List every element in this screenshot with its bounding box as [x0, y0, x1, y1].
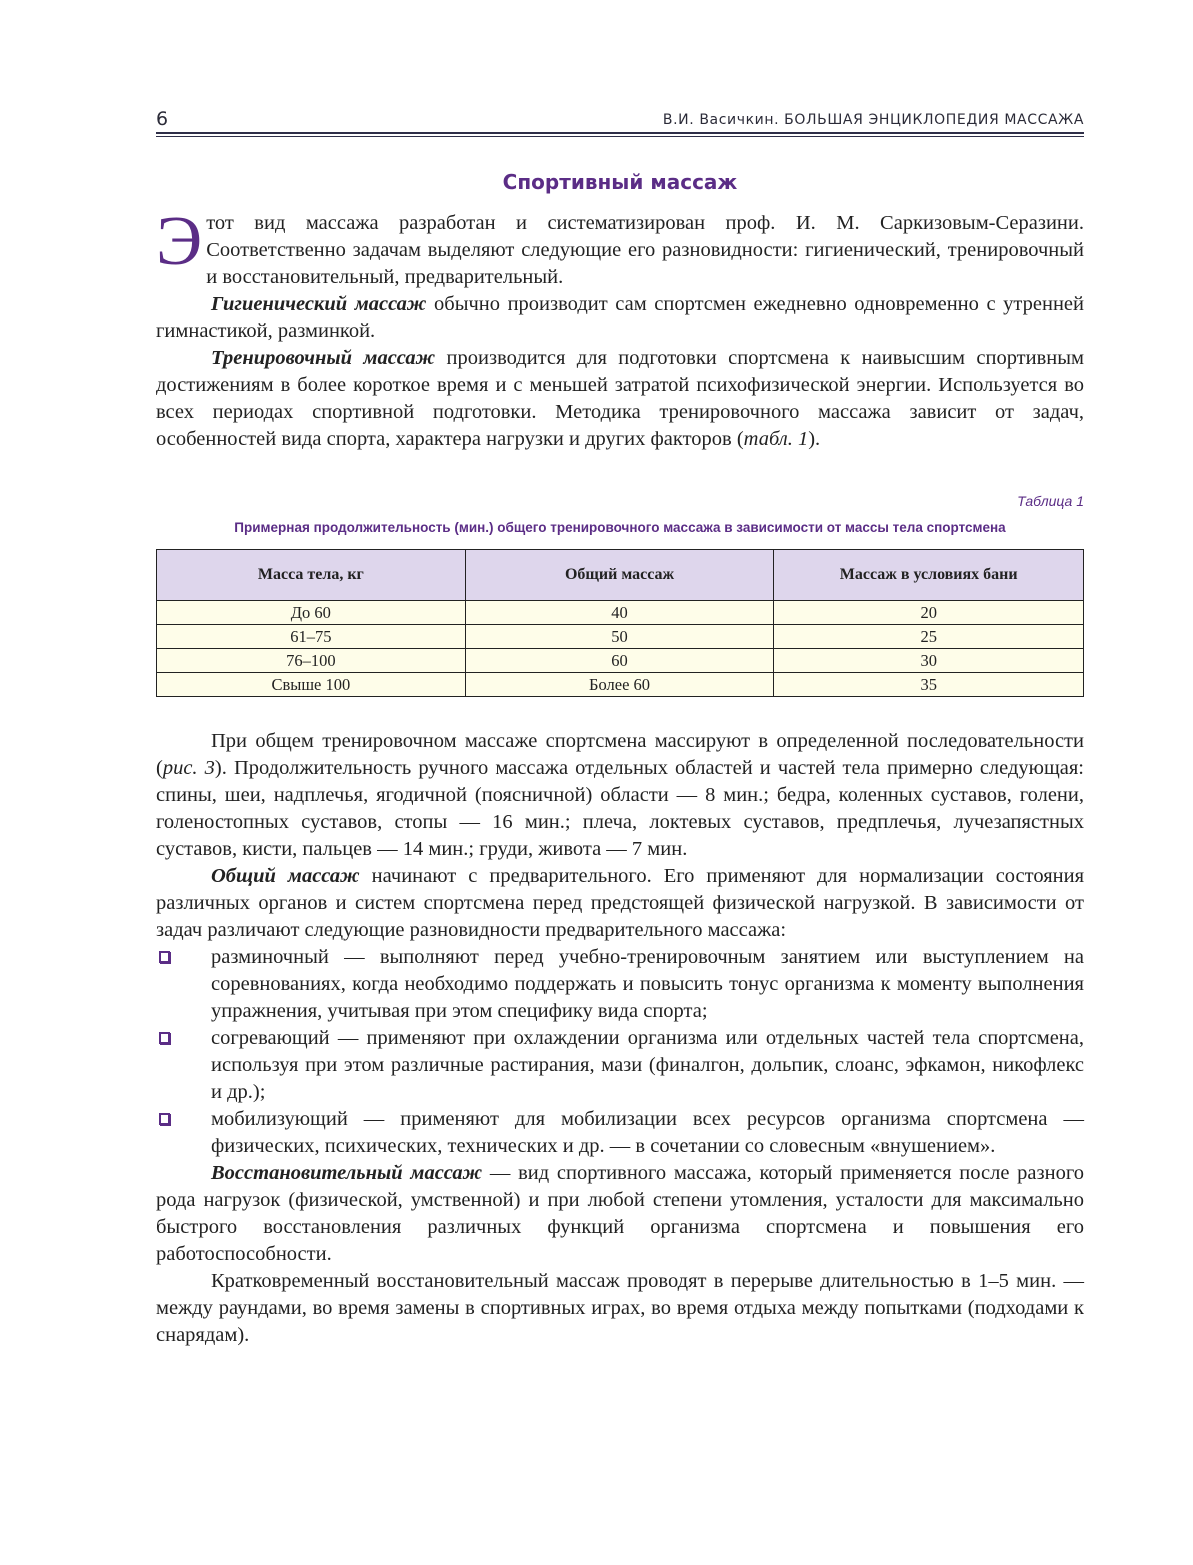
training-text: производится для подготовки спортсмена к наивысшим спортивным достижениям в более короткое время и с меньшей затратой психофизической энергии. Используется во всех периодах спортивной подготовки. Методика тренировочного массажа зависит от задач, особенностей вида спорта, характера нагрузки и других факторов ( [156, 347, 1084, 450]
cell-general: 60 [465, 649, 774, 673]
header-general-massage: Общий массаж [465, 550, 774, 601]
general-text: начинают с предварительного. Его применяют для нормализации состояния различных органов и систем спортсмена перед предстоящей физической нагрузкой. В зависимости от задач различают следующие разновидности предварительного массажа: [156, 865, 1084, 941]
intro-block [156, 203, 1084, 453]
cell-general: Более 60 [465, 673, 774, 697]
massage-duration-table [156, 549, 1084, 697]
cell-bath: 20 [774, 601, 1084, 625]
main-block [156, 728, 1084, 1349]
table-reference-link[interactable]: табл. 1 [743, 428, 809, 450]
preliminary-massage-list [156, 944, 1084, 1160]
header-rule-thin [156, 136, 1084, 137]
cell-general: 50 [465, 625, 774, 649]
training-tail: ). [808, 428, 821, 450]
table-header-row [157, 550, 1084, 601]
cell-mass: 61–75 [157, 625, 466, 649]
square-bullet-icon [159, 1032, 170, 1044]
intro-text: тот вид массажа разработан и систематизирован проф. И. М. Саркизовым-Серазини. Соответственно задачам выделяют следующие его разновидности: гигиенический, тренировочный и восстановительный, предварительный. [206, 212, 1084, 288]
running-title: В.И. Васичкин. БОЛЬШАЯ ЭНЦИКЛОПЕДИЯ МАССАЖА [662, 112, 1084, 128]
intro-paragraph [156, 203, 1084, 291]
list-item [156, 1025, 1084, 1106]
page-number: 6 [156, 108, 169, 130]
drop-cap: Э [156, 203, 203, 280]
list-item-text: мобилизующий — применяют для мобилизации всех ресурсов организма спортсмена — физических, психических, технических и др. — в сочетании со словесным «внушением». [211, 1108, 1084, 1157]
sequence-text: При общем тренировочном массаже спортсмена массируют в определенной последовательности ( [156, 730, 1084, 779]
short-recovery-text: Кратковременный восстановительный массаж проводят в перерыве длительностью в 1–5 мин. — между раундами, во время замены в спортивных играх, во время отдыха между попытками (подходами к снарядам). [156, 1270, 1084, 1346]
table-row [157, 649, 1084, 673]
hygienic-text: обычно производит сам спортсмен ежедневно одновременно с утренней гимнастикой, разминкой. [156, 293, 1084, 342]
general-paragraph [156, 863, 1084, 944]
list-item-text: разминочный — выполняют перед учебно-тренировочным занятием или выступлением на соревнованиях, когда необходимо поддержать и повысить тонус организма к моменту выполнения упражнения, учитывая при этом специфику вида спорта; [211, 946, 1084, 1022]
header-rule-thick [156, 132, 1084, 134]
term-recovery: Восстановительный массаж [211, 1162, 483, 1184]
table-row [157, 601, 1084, 625]
cell-mass: Свыше 100 [157, 673, 466, 697]
hygienic-paragraph [156, 291, 1084, 345]
cell-bath: 25 [774, 625, 1084, 649]
table-row [157, 625, 1084, 649]
training-paragraph [156, 345, 1084, 453]
table-row [157, 673, 1084, 697]
header-bath-massage: Массаж в условиях бани [774, 550, 1084, 601]
list-item-text: согревающий — применяют при охлаждении организма или отдельных частей тела спортсмена, используя при этом различные растирания, мази (финалгон, дольпик, слоанс, эфкамон, никофлекс и др.); [211, 1027, 1084, 1103]
term-training: Тренировочный массаж [211, 347, 436, 369]
section-title: Спортивный массаж [502, 170, 738, 194]
sequence-paragraph [156, 728, 1084, 863]
cell-mass: До 60 [157, 601, 466, 625]
recovery-paragraph [156, 1160, 1084, 1268]
header-body-mass: Масса тела, кг [157, 550, 466, 601]
square-bullet-icon [159, 1113, 170, 1125]
running-head [156, 107, 1084, 131]
square-bullet-icon [159, 951, 170, 963]
list-item [156, 1106, 1084, 1160]
short-recovery-paragraph [156, 1268, 1084, 1349]
term-hygienic: Гигиенический массаж [211, 293, 427, 315]
cell-bath: 30 [774, 649, 1084, 673]
cell-general: 40 [465, 601, 774, 625]
cell-mass: 76–100 [157, 649, 466, 673]
figure-reference-link[interactable]: рис. 3 [162, 757, 215, 779]
recovery-text: — вид спортивного массажа, который применяется после разного рода нагрузок (физической, умственной) и при любой степени утомления, усталости для максимально быстрого восстановления различных функций организма спортсмена и повышения его работоспособности. [156, 1162, 1085, 1265]
term-general: Общий массаж [211, 865, 360, 887]
table-number: Таблица 1 [1017, 493, 1084, 509]
sequence-tail: ). Продолжительность ручного массажа отдельных областей и частей тела примерно следующая: спины, шеи, надплечья, ягодичной (поясничной) области — 8 мин.; бедра, коленных суставов, голени, голеностопных суставов, стопы — 16 мин.; плеча, локтевых суставов, предплечья, лучезапястных суставов, кисти, пальцев — 14 мин.; груди, живота — 7 мин. [156, 757, 1084, 860]
cell-bath: 35 [774, 673, 1084, 697]
table-title: Примерная продолжительность (мин.) общего тренировочного массажа в зависимости от массы тела спортсмена [234, 520, 1006, 535]
list-item [156, 944, 1084, 1025]
